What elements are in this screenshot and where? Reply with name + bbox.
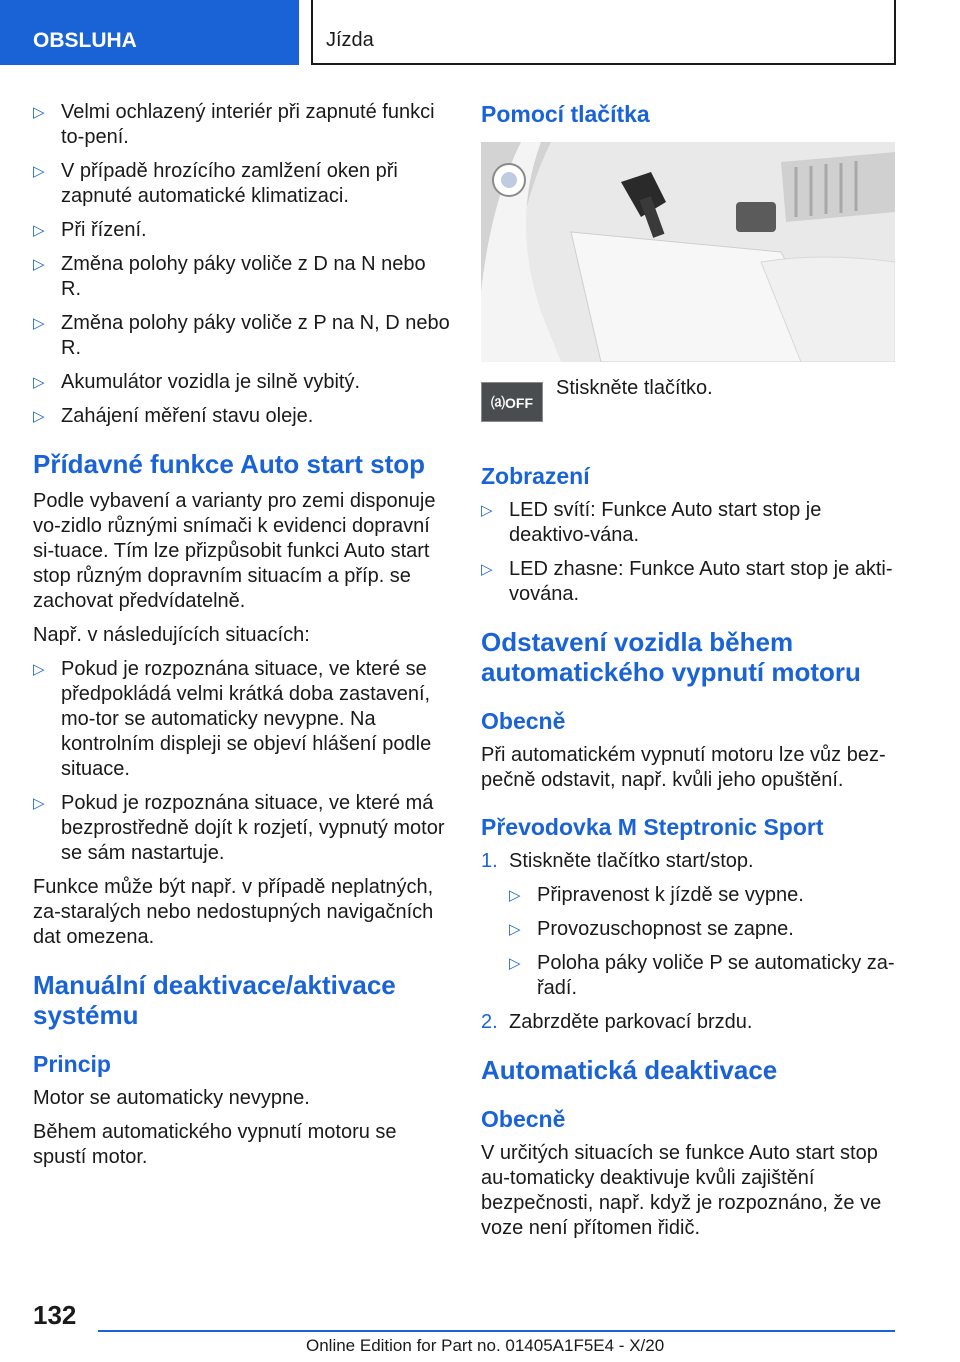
heading-steptronic: Převodovka M Steptronic Sport xyxy=(481,814,824,840)
list-item: ▷ Pokud je rozpoznána situace, ve které se předpokládá velmi krátká doba zastavení, mo-tor se automaticky nevypne. Na kontrolním displeji se objeví hlášení podle situace. xyxy=(33,658,432,780)
header-frame xyxy=(311,0,896,65)
triangle-bullet-icon: ▷ xyxy=(33,163,45,180)
paragraph-princip-2: Během automatického vypnutí motoru se spustí motor. xyxy=(33,1121,397,1168)
list-item: ▷ Změna polohy páky voliče z D na N nebo R. xyxy=(33,253,426,300)
triangle-bullet-icon: ▷ xyxy=(33,661,45,678)
paragraph-limitation: Funkce může být např. v případě neplatných, za-staralých nebo nedostupných navigačních dat omezena. xyxy=(33,876,434,948)
heading-button: Pomocí tlačítka xyxy=(481,101,650,127)
triangle-bullet-icon: ▷ xyxy=(481,561,493,578)
substeps-list xyxy=(509,883,895,1001)
button-instruction: Stiskněte tlačítko. xyxy=(556,377,713,399)
paragraph-example: Např. v následujících situacích: xyxy=(33,624,310,646)
triangle-bullet-icon: ▷ xyxy=(509,887,521,904)
cockpit-photo xyxy=(481,142,895,362)
list-item: ▷ Připravenost k jízdě se vypne. xyxy=(509,884,804,906)
triangle-bullet-icon: ▷ xyxy=(33,374,45,391)
triangle-bullet-icon: ▷ xyxy=(33,104,45,121)
list-item: ▷ Poloha páky voliče P se automaticky za-řadí. xyxy=(509,952,895,999)
triangle-bullet-icon: ▷ xyxy=(33,256,45,273)
right-column xyxy=(481,100,895,1250)
list-item: ▷ Pokud je rozpoznána situace, ve které má bezprostředně dojít k rozjetí, vypnutý motor se sám nastartuje. xyxy=(33,792,445,864)
list-item: ▷ LED zhasne: Funkce Auto start stop je akti-vována. xyxy=(481,558,893,605)
triangle-bullet-icon: ▷ xyxy=(33,408,45,425)
heading-display: Zobrazení xyxy=(481,463,590,489)
left-column xyxy=(33,100,451,1179)
steps-list xyxy=(481,849,895,1035)
situations-list xyxy=(33,657,451,866)
triangle-bullet-icon: ▷ xyxy=(33,222,45,239)
step-number: 2. xyxy=(481,1011,498,1033)
page-number: 132 xyxy=(33,1300,77,1330)
section-tab: OBSLUHA xyxy=(0,0,299,65)
triangle-bullet-icon: ▷ xyxy=(33,315,45,332)
list-item: ▷ Provozuschopnost se zapne. xyxy=(509,918,794,940)
list-item: ▷ Zahájení měření stavu oleje. xyxy=(33,405,314,427)
footer-edition: Online Edition for Part no. 01405A1F5E4 - X/20 xyxy=(306,1336,665,1355)
conditions-list xyxy=(33,100,451,429)
paragraph-general-2: V určitých situacích se funkce Auto start stop au-tomaticky deaktivuje kvůli zajištění bezpečnosti, např. když je rozpoznáno, že ve voze není přítomen řidič. xyxy=(481,1142,882,1239)
heading-general-2: Obecně xyxy=(481,1106,566,1132)
step-item: 2. Zabrzděte parkovací brzdu. xyxy=(481,1011,753,1033)
footer-rule xyxy=(98,1330,895,1332)
triangle-bullet-icon: ▷ xyxy=(33,795,45,812)
heading-general-1: Obecně xyxy=(481,708,566,734)
paragraph-princip-1: Motor se automaticky nevypne. xyxy=(33,1087,310,1109)
heading-princip: Princip xyxy=(33,1051,111,1077)
heading-auto-deactivation: Automatická deaktivace xyxy=(481,1055,778,1085)
list-item: ▷ Velmi ochlazený interiér při zapnuté funkci to-pení. xyxy=(33,101,435,148)
paragraph-extra: Podle vybavení a varianty pro zemi disponuje vo-zidlo různými snímači k evidenci dopravní si-tuace. Tím lze přizpůsobit funkci Auto start stop různým dopravním situacím a příp. se zachovat předvídatelně. xyxy=(33,490,436,612)
list-item: ▷ Při řízení. xyxy=(33,219,147,241)
triangle-bullet-icon: ▷ xyxy=(509,921,521,938)
auto-start-stop-off-icon: ⒜OFF xyxy=(481,382,543,422)
list-item: ▷ LED svítí: Funkce Auto start stop je deaktivo-vána. xyxy=(481,499,822,546)
heading-parking: Odstavení vozidla během automatického vypnutí motoru xyxy=(481,627,861,687)
list-item: ▷ Akumulátor vozidla je silně vybitý. xyxy=(33,371,361,393)
list-item: ▷ Změna polohy páky voliče z P na N, D nebo R. xyxy=(33,312,450,359)
triangle-bullet-icon: ▷ xyxy=(509,955,521,972)
button-row xyxy=(481,376,895,442)
heading-manual: Manuální deaktivace/aktivace systému xyxy=(33,970,396,1030)
triangle-bullet-icon: ▷ xyxy=(481,502,493,519)
list-item: ▷ V případě hrozícího zamlžení oken při zapnuté automatické klimatizaci. xyxy=(33,160,398,207)
step-item: 1. Stiskněte tlačítko start/stop. ▷ Připravenost k jízdě se vypne. ▷ Provozuschopnost se zapne. ▷ Poloha páky voliče P se automaticky za-řadí. xyxy=(481,850,895,999)
cockpit-illustration xyxy=(481,142,895,362)
step-number: 1. xyxy=(481,850,498,872)
heading-extra-functions: Přídavné funkce Auto start stop xyxy=(33,449,425,479)
paragraph-general-1: Při automatickém vypnutí motoru lze vůz bez-pečně odstavit, např. kvůli jeho opuštění. xyxy=(481,744,886,791)
display-list xyxy=(481,498,895,607)
section-title: Jízda xyxy=(326,29,374,51)
